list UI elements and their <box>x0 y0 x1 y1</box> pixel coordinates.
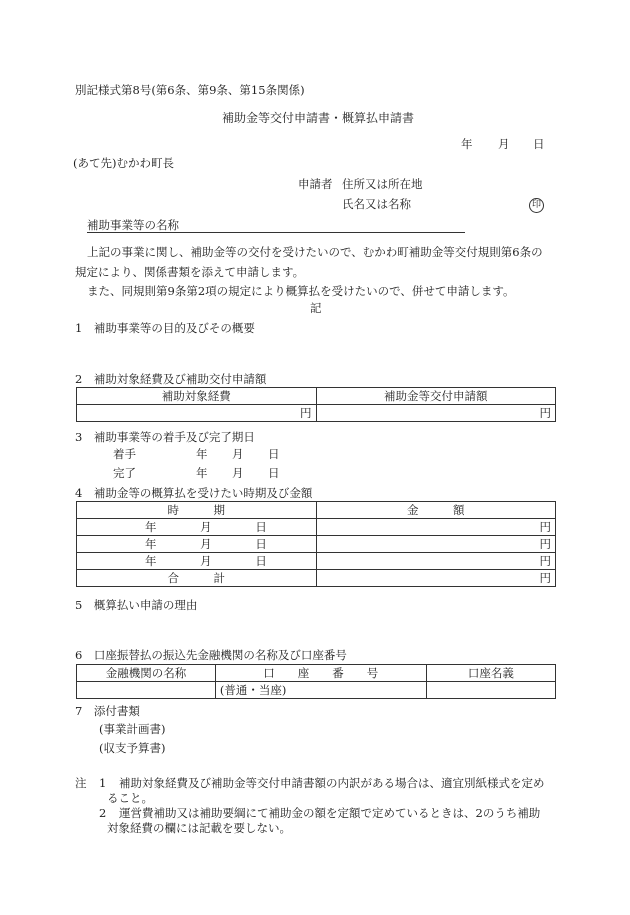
end-year: 年 <box>196 466 208 480</box>
table-header-cell: 金 額 <box>316 502 556 519</box>
table-header-cell: 補助対象経費 <box>77 388 317 405</box>
table-row <box>77 405 556 422</box>
start-day: 日 <box>268 447 280 461</box>
section2-heading: 2 補助対象経費及び補助交付申請額 <box>75 372 267 386</box>
date-cell <box>77 536 317 553</box>
ki-mark: 記 <box>310 301 322 315</box>
name-label: 氏名又は名称 <box>342 197 411 211</box>
date-month: 月 <box>200 519 212 534</box>
table-row <box>77 665 556 682</box>
table-row <box>77 519 556 536</box>
note1-line2: ること。 <box>107 791 153 805</box>
yen-cell: 円 <box>316 405 556 422</box>
date-day: 日 <box>255 519 267 534</box>
date-day: 日 <box>533 137 545 151</box>
date-month: 月 <box>498 137 510 151</box>
yen-cell: 円 <box>316 536 556 553</box>
date-month: 月 <box>200 553 212 568</box>
section7-heading: 7 添付書類 <box>75 704 140 718</box>
yen-cell: 円 <box>316 570 556 587</box>
date-month: 月 <box>200 536 212 551</box>
note1-number: 1 <box>99 776 107 790</box>
table-header-cell: 口座名義 <box>426 665 555 682</box>
section4-heading: 4 補助金等の概算払を受けたい時期及び金額 <box>75 486 313 500</box>
note2-line1: 運営費補助又は補助要綱にて補助金の額を定額で定めているときは、2のうち補助 <box>119 806 541 820</box>
paragraph1-line1: 上記の事業に関し、補助金等の交付を受けたいので、むかわ町補助金等交付規則第6条の <box>87 245 543 259</box>
table-row <box>77 536 556 553</box>
note2-line2: 対象経費の欄には記載を要しない。 <box>107 821 291 835</box>
date-year: 年 <box>145 519 157 534</box>
note2-number: 2 <box>99 806 107 820</box>
date-day: 日 <box>255 536 267 551</box>
section6-heading: 6 口座振替払の振込先金融機関の名称及び口座番号 <box>75 648 347 662</box>
section4-table <box>76 501 556 587</box>
table-row <box>77 570 556 587</box>
date-year: 年 <box>461 137 473 151</box>
yen-cell: 円 <box>77 405 317 422</box>
date-day: 日 <box>255 553 267 568</box>
form-number: 別記様式第8号(第6条、第9条、第15条関係) <box>75 83 305 97</box>
project-name-field <box>87 218 465 233</box>
form-title: 補助金等交付申請書・概算払申請書 <box>222 111 415 125</box>
addressee: (あて先)むかわ町長 <box>73 156 174 170</box>
note-label: 注 <box>75 776 87 790</box>
date-year: 年 <box>145 536 157 551</box>
account-holder-cell <box>426 682 555 699</box>
date-cell <box>77 519 317 536</box>
account-number-cell <box>215 682 426 699</box>
table-header-cell: 口 座 番 号 <box>215 665 426 682</box>
project-name-label: 補助事業等の名称 <box>87 218 179 232</box>
total-label: 合 計 <box>77 570 317 587</box>
yen-cell: 円 <box>316 519 556 536</box>
attachment-item: (収支予算書) <box>99 741 166 755</box>
section6-table <box>76 664 556 699</box>
table-header-cell: 補助金等交付申請額 <box>316 388 556 405</box>
seal-label: 印 <box>529 198 544 213</box>
table-header-cell: 金融機関の名称 <box>77 665 216 682</box>
table-row <box>77 682 556 699</box>
date-cell <box>77 553 317 570</box>
seal-mark <box>529 196 544 213</box>
paragraph2: また、同規則第9条第2項の規定により概算払を受けたいので、併せて申請します。 <box>87 284 515 298</box>
address-label: 住所又は所在地 <box>342 177 423 191</box>
yen-cell: 円 <box>316 553 556 570</box>
section1-heading: 1 補助事業等の目的及びその概要 <box>75 321 255 335</box>
end-day: 日 <box>268 466 280 480</box>
end-label: 完了 <box>113 466 136 480</box>
start-month: 月 <box>232 447 244 461</box>
section2-table <box>76 387 556 422</box>
attachment-item: (事業計画書) <box>99 722 166 736</box>
paragraph1-line2: 規定により、関係書類を添えて申請します。 <box>75 265 305 279</box>
note1-line1: 補助対象経費及び補助金等交付申請書額の内訳がある場合は、適宜別紙様式を定め <box>119 776 545 790</box>
start-year: 年 <box>196 447 208 461</box>
section5-heading: 5 概算払い申請の理由 <box>75 598 198 612</box>
table-row <box>77 553 556 570</box>
start-label: 着手 <box>113 447 136 461</box>
table-row <box>77 502 556 519</box>
bank-name-cell <box>77 682 216 699</box>
end-month: 月 <box>232 466 244 480</box>
date-year: 年 <box>145 553 157 568</box>
section3-heading: 3 補助事業等の着手及び完了期日 <box>75 430 255 444</box>
table-row <box>77 388 556 405</box>
account-type: (普通・当座) <box>219 682 287 697</box>
applicant-label: 申請者 <box>298 177 333 191</box>
table-header-cell: 時 期 <box>77 502 317 519</box>
